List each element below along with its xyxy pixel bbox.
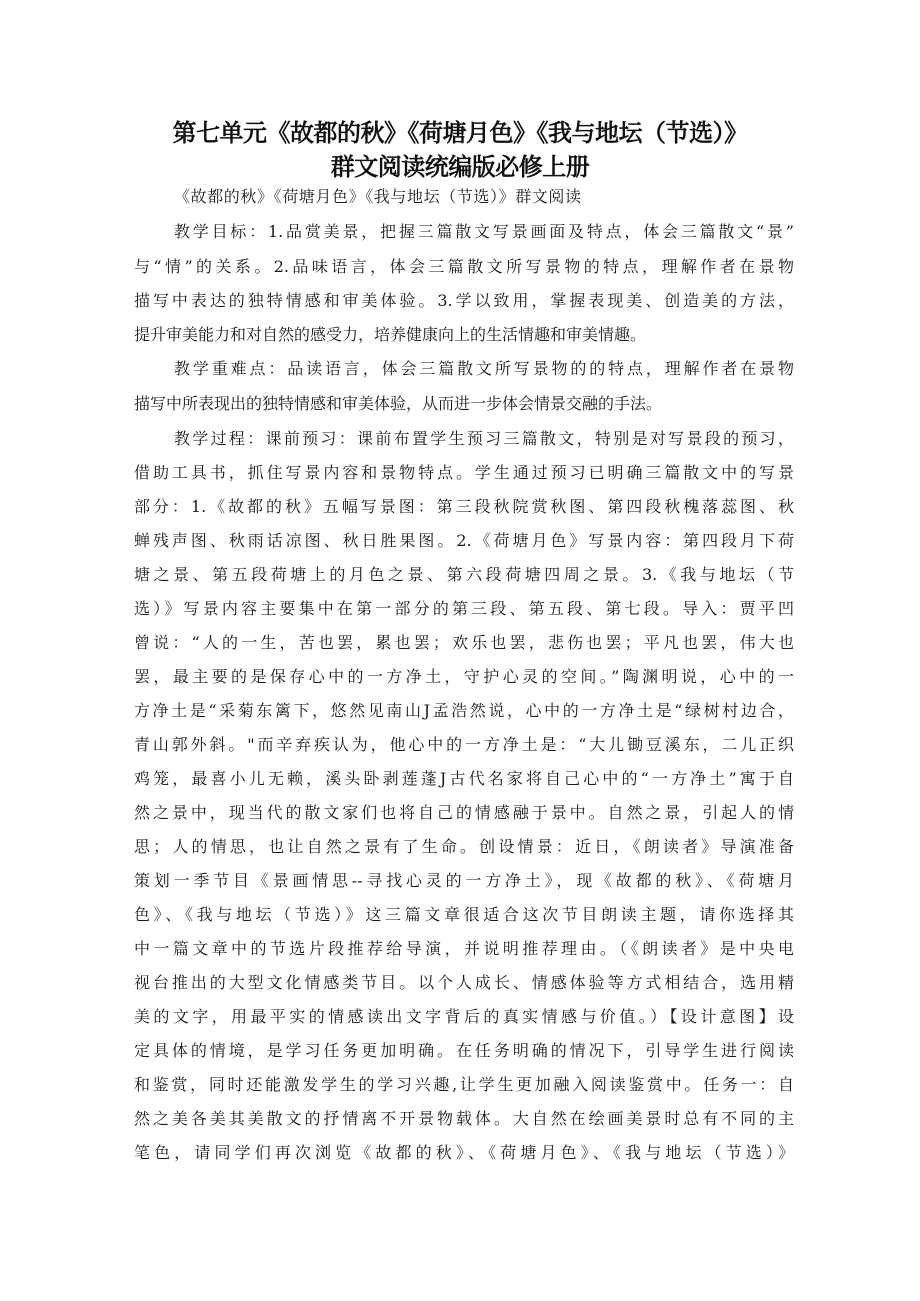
paragraph-line: 定具体的情境，是学习任务更加明确。在任务明确的情况下，引导学生进行阅读: [134, 1041, 794, 1060]
paragraph-line: 教学过程：课前预习：课前布置学生预习三篇散文，特别是对写景段的预习，: [174, 429, 794, 448]
paragraph-line: 蝉残声图、秋雨话凉图、秋日胜果图。2.《荷塘月色》写景内容：第四段月下荷: [134, 531, 794, 550]
document-title-line-1: 第七单元《故都的秋》《荷塘月色》《我与地坛（节选）》: [172, 119, 748, 147]
paragraph-line: 和鉴赏，同时还能激发学生的学习兴趣,让学生更加融入阅读鉴赏中。任务一：自: [134, 1075, 794, 1094]
paragraph-line: 教学重难点：品读语言，体会三篇散文所写景物的的特点，理解作者在景物: [174, 359, 794, 378]
document-title-line-2: 群文阅读统编版必修上册: [330, 153, 590, 181]
paragraph-line: 罢，最主要的是保存心中的一方净土，守护心灵的空间。”陶渊明说，心中的一: [134, 667, 794, 686]
paragraph-line: 方净土是“采菊东篱下，悠然见南山J孟浩然说，心中的一方净土是“绿树村边合，: [134, 701, 794, 720]
document-subtitle: 《故都的秋》《荷塘月色》《我与地坛（节选）》群文阅读: [174, 187, 582, 206]
paragraph-line: 思；人的情思，也让自然之景有了生命。创设情景：近日，《朗读者》导演准备: [134, 837, 794, 856]
paragraph-line: 提升审美能力和对自然的感受力，培养健康向上的生活情趣和审美情趣。: [134, 325, 647, 344]
paragraph-line: 部分：1.《故都的秋》五幅写景图：第三段秋院赏秋图、第四段秋槐落蕊图、秋: [134, 497, 794, 516]
paragraph-line: 描写中所表现出的独特情感和审美体验，从而进一步体会情景交融的手法。: [134, 394, 663, 413]
paragraph-line: 视台推出的大型文化情感类节目。以个人成长、情感体验等方式相结合，选用精: [134, 973, 794, 992]
paragraph-line: 曾说：“人的一生，苦也罢，累也罢；欢乐也罢，悲伤也罢；平凡也罢，伟大也: [134, 633, 794, 652]
paragraph-line: 中一篇文章中的节选片段推荐给导演，并说明推荐理由。（《朗读者》是中央电: [134, 939, 794, 958]
paragraph-line: 策划一季节目《景画情思--寻找心灵的一方净土》，现《故都的秋》、《荷塘月: [134, 871, 794, 890]
paragraph-line: 与“情”的关系。2.品味语言，体会三篇散文所写景物的特点，理解作者在景物: [134, 257, 794, 276]
paragraph-line: 借助工具书，抓住写景内容和景物特点。学生通过预习已明确三篇散文中的写景: [134, 463, 794, 482]
paragraph-line: 笔色，请同学们再次浏览《故都的秋》、《荷塘月色》、《我与地坛（节选）》: [134, 1143, 794, 1162]
paragraph-line: 描写中表达的独特情感和审美体验。3.学以致用，掌握表现美、创造美的方法，: [134, 291, 794, 310]
paragraph-line: 然之景中，现当代的散文家们也将自己的情感融于景中。自然之景，引起人的情: [134, 803, 794, 822]
paragraph-line: 然之美各美其美散文的抒情离不开景物载体。大自然在绘画美景时总有不同的主: [134, 1109, 794, 1128]
paragraph-line: 鸡笼，最喜小儿无赖，溪头卧剥莲蓬J古代名家将自己心中的“一方净土”寓于自: [134, 769, 794, 788]
paragraph-line: 教学目标：1.品赏美景，把握三篇散文写景画面及特点，体会三篇散文“景”: [174, 222, 794, 241]
paragraph-line: 塘之景、第五段荷塘上的月色之景、第六段荷塘四周之景。3.《我与地坛（节: [134, 565, 794, 584]
paragraph-line: 选）》写景内容主要集中在第一部分的第三段、第五段、第七段。导入：贾平凹: [134, 599, 794, 618]
paragraph-line: 色》、《我与地坛（节选）》这三篇文章很适合这次节目朗读主题，请你选择其: [134, 905, 794, 924]
paragraph-line: 美的文字，用最平实的情感读出文字背后的真实情感与价值。）【设计意图】设: [134, 1007, 794, 1026]
paragraph-line: 青山郭外斜。"而辛弃疾认为，他心中的一方净土是：“大儿锄豆溪东，二儿正织: [134, 735, 794, 754]
